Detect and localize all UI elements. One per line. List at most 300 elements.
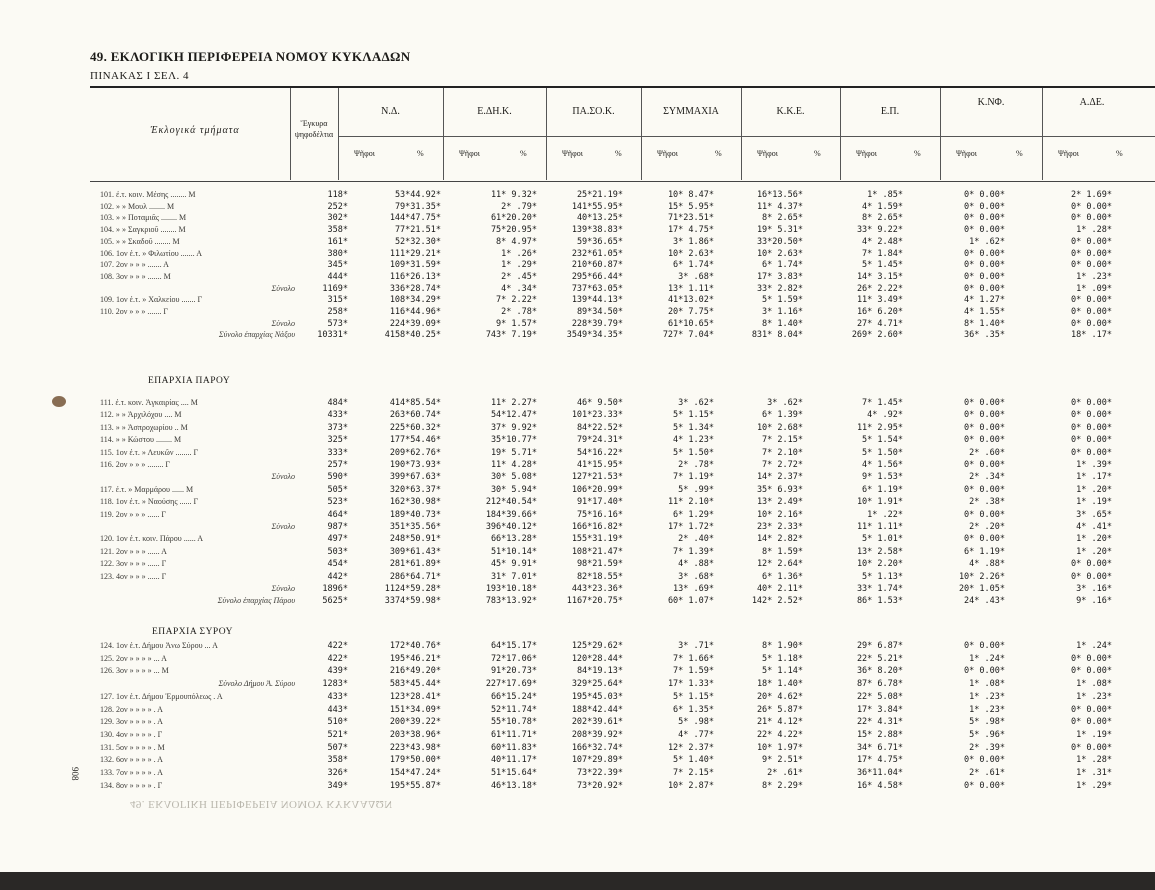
cell-party-result: 1* .29* — [1076, 780, 1112, 791]
cell-party-result: 52*32.30* — [394, 236, 441, 247]
cell-valid-votes: 510* — [327, 717, 348, 728]
header-divider — [546, 88, 547, 180]
cell-party-result: 15* 2.88* — [856, 729, 903, 740]
cell-party-result: 8* 1.40* — [762, 318, 803, 329]
cell-valid-votes: 1896* — [322, 584, 348, 594]
table-row — [100, 559, 1155, 571]
cell-party-result: 34* 6.71* — [856, 742, 903, 753]
row-label: 106. 1ον ἐ.τ. » Φιλωτίου ....... Α — [100, 248, 202, 258]
cell-party-result: 162*30.98* — [389, 497, 441, 508]
cell-party-result: 5* 1.54* — [862, 435, 903, 446]
table-row — [100, 497, 1155, 509]
cell-party-result: 26* 5.87* — [756, 704, 803, 715]
header-subrule — [338, 136, 1155, 137]
cell-party-result: 2* .20* — [969, 522, 1005, 532]
cell-party-result: 200*39.22* — [389, 717, 441, 728]
cell-party-result: 0* 0.00* — [1071, 236, 1112, 247]
cell-party-result: 1* .23* — [969, 691, 1005, 702]
cell-party-result: 11* 2.27* — [490, 398, 537, 408]
cell-party-result: 0* 0.00* — [964, 398, 1005, 408]
cell-party-result: 6* 1.74* — [762, 260, 803, 271]
cell-party-result: 0* 0.00* — [1071, 318, 1112, 329]
cell-party-result: 45* 9.91* — [490, 559, 537, 570]
row-label: Σύνολο — [271, 522, 295, 531]
cell-party-result: 54*16.22* — [576, 447, 623, 458]
cell-valid-votes: 433* — [327, 691, 348, 702]
cell-party-result: 17* 4.75* — [667, 225, 714, 236]
cell-party-result: 5* 1.01* — [862, 534, 903, 545]
cell-party-result: 0* 0.00* — [1071, 653, 1112, 664]
cell-party-result: 51*15.64* — [490, 768, 537, 778]
cell-party-result: 172*40.76* — [389, 641, 441, 651]
row-label: 112. » » Ἀρχιλόχου .... Μ — [100, 410, 182, 420]
cell-party-result: 40*11.17* — [490, 755, 537, 766]
cell-party-result: 5* 1.50* — [862, 447, 903, 458]
table-row — [100, 717, 1155, 729]
header-votes-label: Ψῆφοι — [856, 149, 877, 158]
cell-party-result: 18* 1.40* — [756, 679, 803, 690]
cell-party-result: 1* .85* — [867, 190, 903, 200]
cell-party-result: 7* 1.39* — [673, 546, 714, 557]
cell-party-result: 8* 1.40* — [964, 318, 1005, 329]
cell-party-result: 8* 1.59* — [762, 546, 803, 557]
cell-party-result: 8* 1.90* — [762, 641, 803, 651]
cell-party-result: 2* .60* — [969, 447, 1005, 458]
cell-valid-votes: 358* — [327, 755, 348, 766]
header-valid-votes: Ἔγκυρα ψηφοδέλτια — [294, 119, 334, 139]
cell-party-result: 22* 5.21* — [856, 653, 903, 664]
header-party-pasok: ΠΑ.ΣΟ.Κ. — [572, 106, 615, 117]
cell-party-result: 16* 6.20* — [856, 307, 903, 317]
cell-party-result: 0* 0.00* — [964, 484, 1005, 495]
cell-party-result: 248*50.91* — [389, 534, 441, 545]
cell-party-result: 2* .61* — [969, 768, 1005, 778]
cell-party-result: 127*21.53* — [571, 472, 623, 483]
table-row — [100, 202, 1155, 214]
cell-party-result: 6* 1.35* — [673, 704, 714, 715]
table-row-subtotal — [100, 472, 1155, 484]
cell-party-result: 108*21.47* — [571, 546, 623, 557]
cell-valid-votes: 325* — [327, 435, 348, 446]
cell-party-result: 13* 2.49* — [756, 497, 803, 508]
header-votes-label: Ψῆφοι — [956, 149, 977, 158]
table-row — [100, 237, 1155, 249]
cell-party-result: 0* 0.00* — [964, 641, 1005, 651]
cell-party-result: 0* 0.00* — [1071, 447, 1112, 458]
page-title: 49. ΕΚΛΟΓΙΚΗ ΠΕΡΙΦΕΡΕΙΑ ΝΟΜΟΥ ΚΥΚΛΑΔΩΝ — [90, 49, 411, 64]
table-row — [100, 225, 1155, 237]
cell-party-result: 190*73.93* — [389, 460, 441, 470]
cell-party-result: 9* 1.53* — [862, 472, 903, 483]
cell-party-result: 5* 1.45* — [862, 260, 903, 271]
cell-party-result: 336*28.74* — [389, 283, 441, 294]
cell-party-result: 1* .26* — [501, 248, 537, 259]
cell-party-result: 141*55.95* — [571, 201, 623, 212]
table-row — [100, 435, 1155, 447]
cell-valid-votes: 444* — [327, 271, 348, 282]
cell-party-result: 120*28.44* — [571, 653, 623, 664]
cell-party-result: 179*50.00* — [389, 755, 441, 766]
cell-party-result: 87* 6.78* — [856, 679, 903, 690]
cell-party-result: 184*39.66* — [485, 509, 537, 520]
cell-valid-votes: 505* — [327, 484, 348, 495]
table-row — [100, 485, 1155, 497]
row-label: 131. 5ον » » » » . Μ — [100, 742, 165, 752]
table-row — [100, 641, 1155, 653]
header-percent-label: % — [1016, 149, 1023, 158]
table-row — [100, 272, 1155, 284]
page-subtitle: ΠΙΝΑΚΑΣ Ι ΣΕΛ. 4 — [90, 70, 190, 82]
cell-party-result: 1* .24* — [1076, 641, 1112, 651]
cell-valid-votes: 987* — [327, 522, 348, 532]
cell-party-result: 286*64.71* — [389, 571, 441, 582]
header-votes-label: Ψῆφοι — [657, 149, 678, 158]
table-row — [100, 666, 1155, 678]
cell-party-result: 7* 2.10* — [762, 447, 803, 458]
cell-party-result: 1* .28* — [1076, 225, 1112, 236]
cell-party-result: 54*12.47* — [490, 410, 537, 421]
cell-party-result: 10* 8.47* — [667, 190, 714, 200]
cell-party-result: 1* .08* — [969, 679, 1005, 690]
cell-party-result: 139*44.13* — [571, 295, 623, 306]
cell-party-result: 3* .68* — [678, 571, 714, 582]
row-label: 125. 2ον » » » » ... Α — [100, 653, 167, 663]
header-party-nd: Ν.Δ. — [381, 106, 400, 117]
table-row — [100, 781, 1155, 793]
cell-party-result: 209*62.76* — [389, 447, 441, 458]
table-row — [100, 743, 1155, 755]
cell-party-result: 0* 0.00* — [1071, 295, 1112, 306]
cell-party-result: 33*20.50* — [756, 236, 803, 247]
row-label: 109. 1ον ἐ.τ. » Χαλκείου ....... Γ — [100, 295, 203, 305]
header-percent-label: % — [914, 149, 921, 158]
cell-party-result: 60* 1.07* — [667, 596, 714, 607]
cell-party-result: 75*16.16* — [576, 509, 623, 520]
cell-party-result: 743* 7.19* — [485, 330, 537, 341]
cell-party-result: 0* 0.00* — [964, 260, 1005, 271]
cell-party-result: 1* .23* — [969, 704, 1005, 715]
row-label: 110. 2ον » » » ....... Γ — [100, 307, 168, 316]
cell-party-result: 0* 0.00* — [964, 509, 1005, 520]
cell-party-result: 224*39.09* — [389, 318, 441, 329]
cell-party-result: 351*35.56* — [389, 522, 441, 532]
cell-party-result: 309*61.43* — [389, 546, 441, 557]
cell-party-result: 7* 2.22* — [496, 295, 537, 306]
cell-party-result: 66*15.24* — [490, 691, 537, 702]
cell-party-result: 40*13.25* — [576, 213, 623, 224]
section-heading-paros: ΕΠΑΡΧΙΑ ΠΑΡΟΥ — [148, 376, 231, 386]
row-label: 108. 3ον » » » ....... Μ — [100, 271, 171, 281]
cell-party-result: 33* 9.22* — [856, 225, 903, 236]
cell-party-result: 0* 0.00* — [1071, 410, 1112, 421]
cell-party-result: 144*47.75* — [389, 213, 441, 224]
cell-party-result: 84*19.13* — [576, 666, 623, 677]
cell-party-result: 3374*59.98* — [384, 596, 441, 607]
cell-party-result: 0* 0.00* — [964, 201, 1005, 212]
table-row — [100, 692, 1155, 704]
table-row — [100, 460, 1155, 472]
cell-party-result: 3549*34.35* — [566, 330, 623, 341]
cell-party-result: 166*16.82* — [571, 522, 623, 532]
cell-party-result: 1* .39* — [1076, 460, 1112, 470]
cell-party-result: 0* 0.00* — [964, 780, 1005, 791]
header-party-ade: Α.ΔΕ. — [1079, 97, 1105, 108]
cell-party-result: 79*31.35* — [394, 201, 441, 212]
cell-party-result: 443*23.36* — [571, 584, 623, 594]
cell-party-result: 20* 1.05* — [958, 584, 1005, 594]
cell-party-result: 73*22.39* — [576, 768, 623, 778]
cell-party-result: 155*31.19* — [571, 534, 623, 545]
cell-party-result: 2* .79* — [501, 201, 537, 212]
cell-party-result: 9* 1.57* — [496, 318, 537, 329]
cell-party-result: 7* 1.84* — [862, 248, 903, 259]
cell-party-result: 399*67.63* — [389, 472, 441, 483]
table-row-subtotal — [100, 319, 1155, 331]
cell-party-result: 737*63.05* — [571, 283, 623, 294]
cell-party-result: 188*42.44* — [571, 704, 623, 715]
cell-party-result: 24* .43* — [964, 596, 1005, 607]
header-percent-label: % — [417, 149, 424, 158]
header-divider — [641, 88, 642, 180]
cell-party-result: 139*38.83* — [571, 225, 623, 236]
cell-party-result: 1* .09* — [1076, 283, 1112, 294]
cell-party-result: 75*20.95* — [490, 225, 537, 236]
cell-party-result: 111*29.21* — [389, 248, 441, 259]
header-percent-label: % — [1116, 149, 1123, 158]
cell-party-result: 27* 4.71* — [856, 318, 903, 329]
cell-party-result: 0* 0.00* — [1071, 559, 1112, 570]
row-label: Σύνολο ἐπαρχίας Πάρου — [217, 596, 295, 606]
header-percent-label: % — [615, 149, 622, 158]
cell-party-result: 4* .88* — [678, 559, 714, 570]
cell-party-result: 0* 0.00* — [964, 190, 1005, 200]
cell-party-result: 0* 0.00* — [1071, 260, 1112, 271]
cell-valid-votes: 326* — [327, 768, 348, 778]
cell-party-result: 195*45.03* — [571, 691, 623, 702]
header-votes-label: Ψῆφοι — [459, 149, 480, 158]
cell-party-result: 10* 1.97* — [756, 742, 803, 753]
cell-party-result: 35* 6.93* — [756, 484, 803, 495]
cell-party-result: 4* .77* — [678, 729, 714, 740]
cell-party-result: 108*34.29* — [389, 295, 441, 306]
cell-party-result: 46* 9.50* — [576, 398, 623, 408]
cell-party-result: 10* 2.68* — [756, 422, 803, 433]
cell-party-result: 6* 1.19* — [862, 484, 903, 495]
row-label: 105. » » Σκαδοῦ ........ Μ — [100, 236, 180, 246]
row-label: 114. » » Κώστου ........ Μ — [100, 435, 182, 445]
table-row — [100, 705, 1155, 717]
cell-party-result: 210*60.87* — [571, 260, 623, 271]
cell-party-result: 4* .88* — [969, 559, 1005, 570]
cell-party-result: 13* .69* — [673, 584, 714, 594]
cell-party-result: 7* 1.59* — [673, 666, 714, 677]
cell-party-result: 216*49.20* — [389, 666, 441, 677]
cell-valid-votes: 422* — [327, 653, 348, 664]
cell-party-result: 4* 2.48* — [862, 236, 903, 247]
cell-party-result: 2* 1.69* — [1071, 190, 1112, 200]
cell-party-result: 2* .34* — [969, 472, 1005, 483]
cell-party-result: 1* .20* — [1076, 534, 1112, 545]
cell-party-result: 15* 5.95* — [667, 201, 714, 212]
cell-party-result: 195*55.87* — [389, 780, 441, 791]
cell-party-result: 4* 1.23* — [673, 435, 714, 446]
cell-party-result: 4* .92* — [867, 410, 903, 421]
cell-party-result: 14* 2.37* — [756, 472, 803, 483]
row-label: 118. 1ον ἐ.τ. » Ναούσης ...... Γ — [100, 497, 199, 507]
cell-party-result: 4158*40.25* — [384, 330, 441, 341]
cell-party-result: 0* 0.00* — [1071, 666, 1112, 677]
cell-party-result: 10* 2.87* — [667, 780, 714, 791]
cell-party-result: 0* 0.00* — [964, 410, 1005, 421]
cell-party-result: 71*23.51* — [667, 213, 714, 224]
cell-party-result: 77*21.51* — [394, 225, 441, 236]
bleed-through-text: 49. ΕΚΛΟΓΙΚΗ ΠΕΡΙΦΕΡΕΙΑ ΝΟΜΟΥ ΚΥΚΛΑΔΩΝ — [130, 798, 393, 810]
row-label: 126. 3ον » » » » ... Μ — [100, 666, 169, 676]
cell-valid-votes: 257* — [327, 460, 348, 470]
cell-party-result: 17* 3.83* — [756, 271, 803, 282]
cell-party-result: 1* .24* — [969, 653, 1005, 664]
cell-party-result: 2* .61* — [767, 768, 803, 778]
cell-party-result: 2* .40* — [678, 534, 714, 545]
cell-party-result: 4* .34* — [501, 283, 537, 294]
cell-party-result: 25*21.19* — [576, 190, 623, 200]
cell-valid-votes: 521* — [327, 729, 348, 740]
cell-party-result: 0* 0.00* — [1071, 398, 1112, 408]
cell-party-result: 320*63.37* — [389, 484, 441, 495]
row-label: 115. 1ον ἐ.τ. » Λευκῶν ........ Γ — [100, 447, 199, 457]
table-row — [100, 654, 1155, 666]
cell-party-result: 0* 0.00* — [1071, 307, 1112, 317]
cell-party-result: 22* 4.22* — [756, 729, 803, 740]
table-row — [100, 572, 1155, 584]
cell-valid-votes: 590* — [327, 472, 348, 483]
cell-party-result: 212*40.54* — [485, 497, 537, 508]
header-percent-label: % — [814, 149, 821, 158]
cell-party-result: 0* 0.00* — [1071, 213, 1112, 224]
cell-party-result: 5* .98* — [969, 717, 1005, 728]
header-percent-label: % — [520, 149, 527, 158]
cell-party-result: 9* .16* — [1076, 596, 1112, 607]
cell-party-result: 2* .78* — [678, 460, 714, 470]
header-divider — [741, 88, 742, 180]
cell-party-result: 1* .22* — [867, 509, 903, 520]
cell-party-result: 14* 3.15* — [856, 271, 903, 282]
header-party-knf: Κ.ΝΦ. — [977, 97, 1005, 108]
cell-party-result: 12* 2.64* — [756, 559, 803, 570]
cell-party-result: 17* 1.33* — [667, 679, 714, 690]
cell-party-result: 0* 0.00* — [964, 460, 1005, 470]
cell-party-result: 228*39.79* — [571, 318, 623, 329]
header-percent-label: % — [715, 149, 722, 158]
cell-party-result: 89*34.50* — [576, 307, 623, 317]
cell-party-result: 5* 1.40* — [673, 755, 714, 766]
row-label: 130. 4ον » » » » . Γ — [100, 729, 163, 739]
table-row — [100, 755, 1155, 767]
table-row — [100, 398, 1155, 410]
cell-party-result: 55*10.78* — [490, 717, 537, 728]
row-label: Σύνολο — [271, 283, 295, 293]
cell-party-result: 189*40.73* — [389, 509, 441, 520]
cell-party-result: 831* 8.04* — [751, 330, 803, 341]
table-row — [100, 190, 1155, 202]
cell-party-result: 0* 0.00* — [1071, 742, 1112, 753]
row-label: Σύνολο — [271, 318, 295, 328]
cell-party-result: 3* 1.86* — [673, 236, 714, 247]
cell-party-result: 3* .68* — [678, 271, 714, 282]
cell-party-result: 5* 1.13* — [862, 571, 903, 582]
cell-party-result: 227*17.69* — [485, 679, 537, 690]
cell-party-result: 7* 2.72* — [762, 460, 803, 470]
cell-party-result: 1* .23* — [1076, 271, 1112, 282]
cell-party-result: 37* 9.92* — [490, 422, 537, 433]
cell-valid-votes: 118* — [327, 190, 348, 200]
table-row — [100, 260, 1155, 272]
cell-party-result: 3* 1.16* — [762, 307, 803, 317]
row-label: 129. 3ον » » » » . Α — [100, 717, 163, 727]
top-rule — [90, 86, 1155, 88]
cell-party-result: 22* 4.31* — [856, 717, 903, 728]
row-label: Σύνολο — [271, 472, 295, 482]
page-number: 908 — [70, 767, 80, 781]
cell-valid-votes: 315* — [327, 295, 348, 306]
cell-party-result: 66*13.28* — [490, 534, 537, 545]
row-label: 104. » » Σαγκριοῦ ........ Μ — [100, 225, 186, 235]
cell-party-result: 0* 0.00* — [1071, 704, 1112, 715]
cell-valid-votes: 345* — [327, 260, 348, 271]
row-label: 116. 2ον » » » ........ Γ — [100, 460, 170, 469]
cell-party-result: 7* 1.66* — [673, 653, 714, 664]
cell-party-result: 0* 0.00* — [1071, 717, 1112, 728]
cell-party-result: 59*36.65* — [576, 236, 623, 247]
cell-party-result: 61*20.20* — [490, 213, 537, 224]
cell-valid-votes: 443* — [327, 704, 348, 715]
row-label: 119. 2ον » » » ...... Γ — [100, 509, 166, 519]
table-row — [100, 547, 1155, 559]
cell-party-result: 1* .62* — [969, 236, 1005, 247]
table-row-total — [100, 330, 1155, 342]
cell-party-result: 151*34.09* — [389, 704, 441, 715]
cell-party-result: 53*44.92* — [394, 190, 441, 200]
cell-valid-votes: 433* — [327, 410, 348, 421]
cell-party-result: 0* 0.00* — [964, 283, 1005, 294]
cell-party-result: 1* .20* — [1076, 546, 1112, 557]
cell-valid-votes: 1169* — [322, 283, 348, 294]
cell-valid-votes: 252* — [327, 201, 348, 212]
cell-party-result: 0* 0.00* — [964, 248, 1005, 259]
cell-party-result: 4* 1.56* — [862, 460, 903, 470]
cell-party-result: 79*24.31* — [576, 435, 623, 446]
cell-party-result: 11* 9.32* — [490, 190, 537, 200]
row-label: 113. » » Ἀσπροχωρίου .. Μ — [100, 422, 188, 432]
table-row-subtotal — [100, 284, 1155, 296]
cell-party-result: 3* .62* — [767, 398, 803, 408]
cell-party-result: 52*11.74* — [490, 704, 537, 715]
cell-party-result: 3* .65* — [1076, 509, 1112, 520]
row-label: 128. 2ον » » » » . Α — [100, 704, 163, 714]
cell-party-result: 0* 0.00* — [964, 755, 1005, 766]
cell-party-result: 0* 0.00* — [964, 271, 1005, 282]
cell-party-result: 10* 2.20* — [856, 559, 903, 570]
cell-party-result: 5* 1.15* — [673, 691, 714, 702]
row-label: 101. ἐ.τ. κοιν. Μέσης ........ Μ — [100, 190, 196, 199]
row-label: 111. ἐ.τ. κοιν. Ἀγκαιρίας .... Μ — [100, 398, 198, 407]
header-votes-label: Ψῆφοι — [562, 149, 583, 158]
cell-party-result: 13* 2.58* — [856, 546, 903, 557]
header-section-label: Ἐκλογικά τμήματα — [150, 125, 240, 136]
cell-party-result: 193*10.18* — [485, 584, 537, 594]
cell-party-result: 4* .41* — [1076, 522, 1112, 532]
cell-party-result: 106*20.99* — [571, 484, 623, 495]
